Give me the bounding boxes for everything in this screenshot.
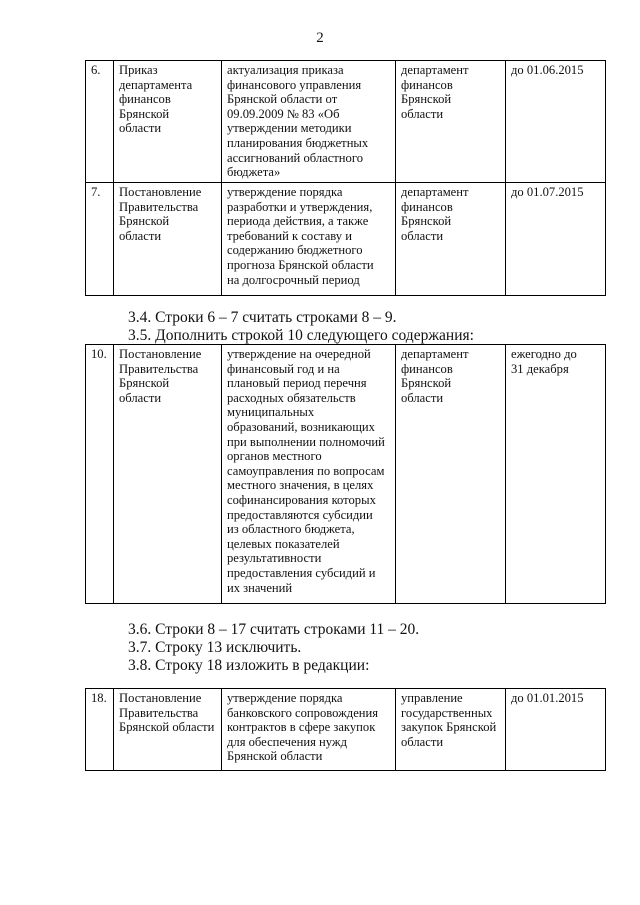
table-row: [86, 183, 606, 296]
responsible-executor: департамент финансов Брянской области: [396, 61, 506, 183]
deadline: до 01.01.2015: [506, 689, 606, 771]
paragraph-3-7: 3.7. Строку 13 исключить.: [128, 639, 302, 656]
document-type: Постановление Правительства Брянской области: [114, 183, 222, 296]
table-row: [86, 345, 606, 604]
measure-content: утверждение на очередной финансовый год и на плановый период перечня расходных обязательств муниципальных образований, возникающих при выполнении полномочий органов местного самоуправления по вопросам местного значения, в целях софинансирования которых предоставляются субсидии из областного бюджета, целевых показателей результативности предоставления субсидий и их значений: [222, 345, 396, 604]
measure-content: утверждение порядка разработки и утверждения, периода действия, а также требований к составу и содержанию бюджетного прогноза Брянской области на долгосрочный период: [222, 183, 396, 296]
measure-content: актуализация приказа финансового управления Брянской области от 09.09.2009 № 83 «Об утверждении методики планирования бюджетных ассигнований областного бюджета»: [222, 61, 396, 183]
table-row: [86, 689, 606, 771]
deadline: до 01.06.2015: [506, 61, 606, 183]
plan-table-rows-6-7: [85, 60, 606, 296]
table-row: [86, 61, 606, 183]
responsible-executor: департамент финансов Брянской области: [396, 345, 506, 604]
row-number: 7.: [86, 183, 114, 296]
document-type: Постановление Правительства Брянской области: [114, 345, 222, 604]
plan-table-row-10: [85, 344, 606, 604]
paragraph-3-5: 3.5. Дополнить строкой 10 следующего содержания:: [128, 327, 474, 344]
paragraph-3-4: 3.4. Строки 6 – 7 считать строками 8 – 9.: [128, 309, 397, 326]
deadline: ежегодно до 31 декабря: [506, 345, 606, 604]
row-number: 6.: [86, 61, 114, 183]
responsible-executor: управление государственных закупок Брянской области: [396, 689, 506, 771]
plan-table-row-18: [85, 688, 606, 771]
row-number: 18.: [86, 689, 114, 771]
paragraph-3-8: 3.8. Строку 18 изложить в редакции:: [128, 657, 370, 674]
measure-content: утверждение порядка банковского сопровождения контрактов в сфере закупок для обеспечения нужд Брянской области: [222, 689, 396, 771]
document-type: Приказ департамента финансов Брянской области: [114, 61, 222, 183]
deadline: до 01.07.2015: [506, 183, 606, 296]
page-number: 2: [316, 30, 324, 46]
paragraph-3-6: 3.6. Строки 8 – 17 считать строками 11 – 20.: [128, 621, 420, 638]
document-type: Постановление Правительства Брянской области: [114, 689, 222, 771]
row-number: 10.: [86, 345, 114, 604]
responsible-executor: департамент финансов Брянской области: [396, 183, 506, 296]
